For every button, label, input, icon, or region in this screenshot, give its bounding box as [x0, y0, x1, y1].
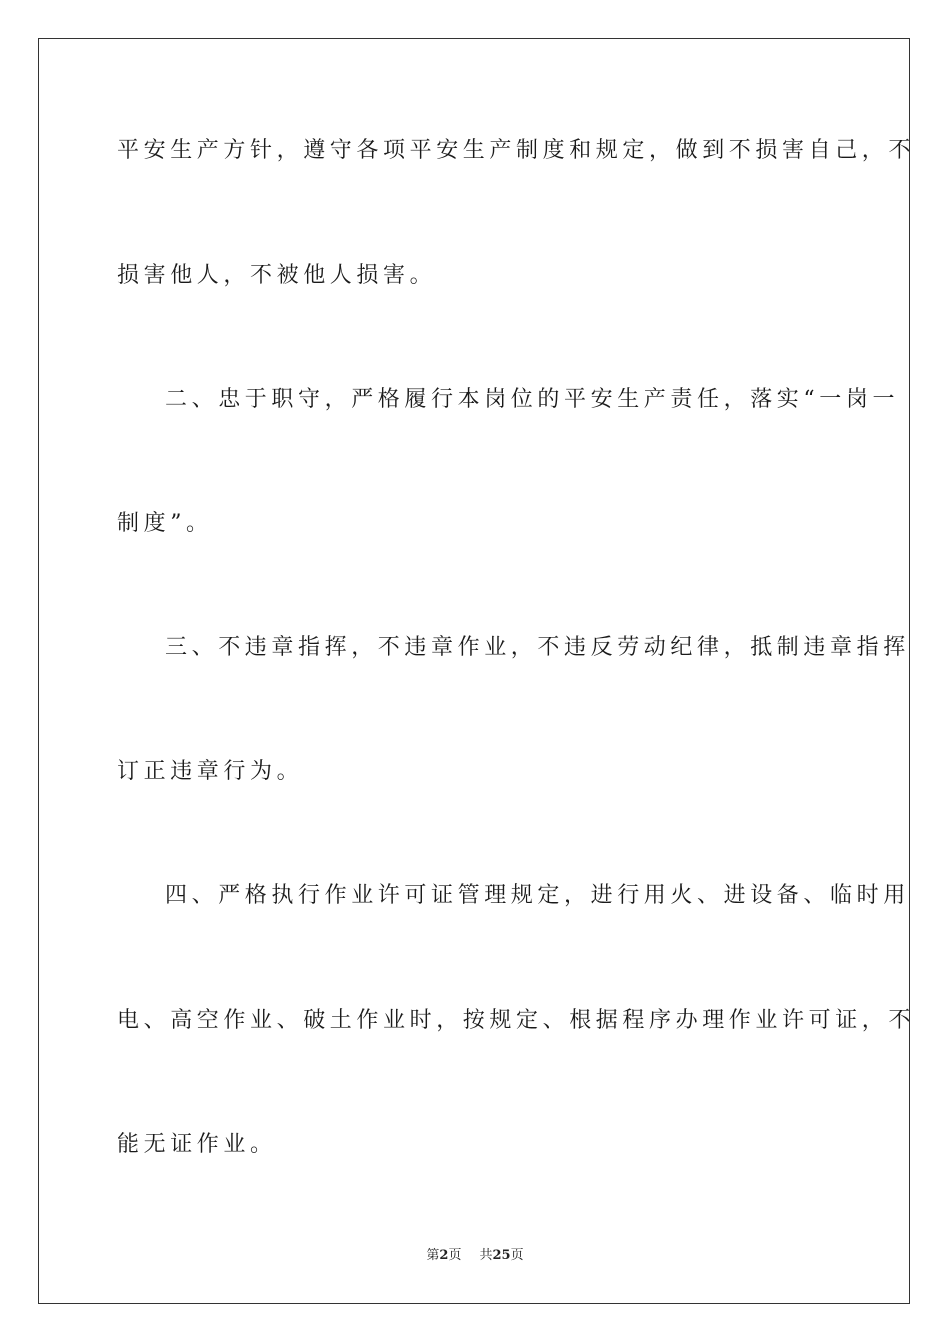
page-suffix: 页	[448, 1248, 462, 1263]
paragraph-3-line-2: 订正违章行为。	[117, 759, 304, 784]
page-prefix: 第	[426, 1248, 440, 1263]
page-number: 2	[439, 1248, 449, 1263]
total-prefix: 共	[479, 1248, 493, 1263]
total-pages: 25	[492, 1248, 511, 1263]
paragraph-4-line-3: 能无证作业。	[117, 1132, 277, 1157]
page-footer	[0, 1246, 950, 1266]
page-frame	[38, 38, 916, 1304]
total-suffix: 页	[510, 1248, 524, 1263]
paragraph-2-line-1: 二、忠于职守，严格履行本岗位的平安生产责任，落实“一岗一	[165, 387, 900, 412]
paragraph-4-line-2: 电、高空作业、破土作业时，按规定、根据程序办理作业许可证，不	[117, 1008, 916, 1033]
paragraph-2-line-2: 制度”。	[117, 511, 213, 536]
paragraph-1-line-2: 损害他人，不被他人损害。	[117, 263, 437, 288]
paragraph-1-line-1: 平安生产方针，遵守各项平安生产制度和规定，做到不损害自己，不	[117, 138, 916, 163]
paragraph-4-line-1: 四、严格执行作业许可证管理规定，进行用火、进设备、临时用	[165, 883, 910, 908]
paragraph-3-line-1: 三、不违章指挥，不违章作业，不违反劳动纪律，抵制违章指挥	[165, 635, 910, 660]
